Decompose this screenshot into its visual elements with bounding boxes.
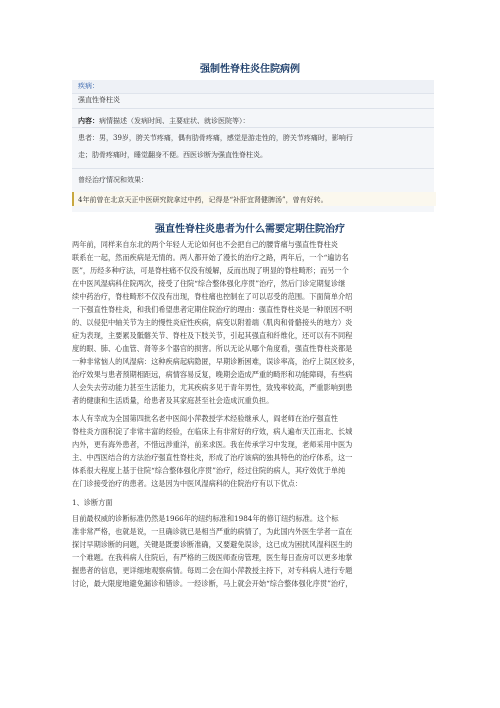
paragraph-line: 1、诊断方面 — [72, 498, 113, 507]
paragraph-line: 讨论，最大限度地避免漏诊和错诊。一经诊断，马上就会开始“综合整体强化序贯”治疗， — [72, 579, 353, 588]
paragraph-line: 握患者的信息，更详细地观察病情。每周二会在阎小萍教授主持下，对专科病人进行专题 — [72, 566, 353, 575]
divider — [72, 168, 434, 169]
disease-label-bar — [72, 80, 434, 94]
paragraph-line: 治疗效果与患者预期相距远，病情容易反复，晚期会造成严重的畸形和功能障碍，有些病 — [72, 370, 353, 379]
paragraph-line: 续中药治疗，脊柱畸形不仅没有出现，脊柱痛也控制在了可以忍受的范围。下面简单介绍 — [72, 292, 353, 301]
patient-line-1: 患者：男，39岁，胯关节疼痛，偶有肋骨疼痛，感觉是游走性的，胯关节疼痛时，影响行 — [78, 134, 353, 142]
paragraph-line: 一种非常恼人的风湿病：这种疾病起病隐匿，早期诊断困难，误诊率高，治疗上误区较多， — [72, 357, 360, 366]
paragraph-line: 一下强直性脊柱炎，和我们希望患者定期住院治疗的理由：强直性脊柱炎是一种原因不明 — [72, 305, 353, 314]
paragraph-line: 本人有幸成为全国第四批名老中医阎小萍教授学术经验继承人，阎老师在治疗强直性 — [72, 414, 338, 423]
divider — [72, 108, 434, 109]
content-row — [78, 116, 250, 126]
paragraph-line: 医”，历经多种疗法，可是脊柱痛不仅没有缓解，反而出现了明显的脊柱畸形；而另一个 — [72, 266, 349, 275]
paragraph-line: 联系在一起，然而疾病是无情的。两人都开始了漫长的治疗之路，两年后，一个“遍访名 — [72, 253, 349, 262]
paragraph-line: 者的健康和生活质量，给患者及其家庭甚至社会造成沉重负担。 — [72, 396, 274, 405]
paragraph-line: 的、以侵犯中轴关节为主的慢性炎症性疾病，病变以附着端（肌肉和骨骼接头的地方）炎 — [72, 318, 353, 327]
section-title: 强直性脊柱炎患者为什么需要定期住院治疗 — [155, 224, 345, 235]
paragraph-1 — [72, 238, 432, 407]
paragraph-line: 体系很大程度上基于住院“综合整体强化序贯”治疗，经过住院的病人，其疗效优于单纯 — [72, 466, 346, 475]
paragraph-line: 一个难题。在我科病人住院后，有严格的三级医师查房管理，医生每日查房可以更多地掌 — [72, 553, 353, 562]
paragraph-line: 准非常严格，也就是说，一旦确诊就已是相当严重的病情了，为此国内外医生学者一直在 — [72, 527, 353, 536]
history-label: 曾经治疗情况和效果： — [78, 176, 148, 184]
paragraph-line: 两年前，同样来自东北的两个年轻人无论如何也不会把自己的腰背痛与强直性脊柱炎 — [72, 240, 338, 249]
item-1-heading — [72, 496, 432, 509]
paragraph-line: 症为表现，主要累及骶髂关节、脊柱及下肢关节，引起其强直和纤维化，还可以有不同程 — [72, 331, 353, 340]
paragraph-2 — [72, 412, 432, 490]
content-description: 病情描述（发病时间、主要症状、就诊医院等）： — [99, 117, 250, 125]
history-value: 4年前曾在北京天正中医研究院拿过中药，记得是“补肝宜肾健脾汤”，曾有好转。 — [78, 196, 328, 204]
paragraph-line: 度的眼、肺、心血管、肾等多个器官的损害。所以无论从哪个角度看，强直性脊柱炎都是 — [72, 344, 353, 353]
page-title: 强制性脊柱炎住院病例 — [200, 64, 300, 75]
paragraph-line: 在门诊接受治疗的患者。这是因为中医风湿病科的住院治疗有以下优点： — [72, 479, 303, 488]
paragraph-line: 内外，更有海外患者，不惜远涉重洋，前来求医。我在传承学习中发现，老师采用中医为 — [72, 440, 353, 449]
divider — [72, 127, 434, 128]
paragraph-3 — [72, 512, 432, 590]
disease-label: 疾病： — [78, 82, 99, 90]
paragraph-line: 在中医风湿病科住院两次，接受了住院“综合整体强化序贯”治疗，然后门诊定期复诊继 — [72, 279, 346, 288]
paragraph-line: 目前最权威的诊断标准仍然是1966年的纽约标准和1984年的修订纽约标准。这个标 — [72, 514, 339, 523]
disease-value: 强直性脊柱炎 — [78, 96, 120, 104]
content-label: 内容： — [78, 116, 99, 125]
paragraph-line: 人会失去劳动能力甚至生活能力，尤其疾病多见于青年男性，致残率较高，严重影响到患 — [72, 383, 353, 392]
paragraph-line: 主、中西医结合的方法治疗强直性脊柱炎，形成了治疗该病的独具特色的治疗体系，这一 — [72, 453, 353, 462]
patient-line-2: 走；肋骨疼痛时，睡觉翻身不便。西医诊断为强直性脊柱炎。 — [78, 151, 267, 159]
paragraph-line: 脊柱炎方面积淀了非常丰富的经验，在临床上有非常好的疗效，病人遍布天江南北、长城 — [72, 427, 353, 436]
paragraph-line: 探讨早期诊断的问题，关键是既要诊断准确，又要避免误诊，这已成为困扰风湿科医生的 — [72, 540, 353, 549]
